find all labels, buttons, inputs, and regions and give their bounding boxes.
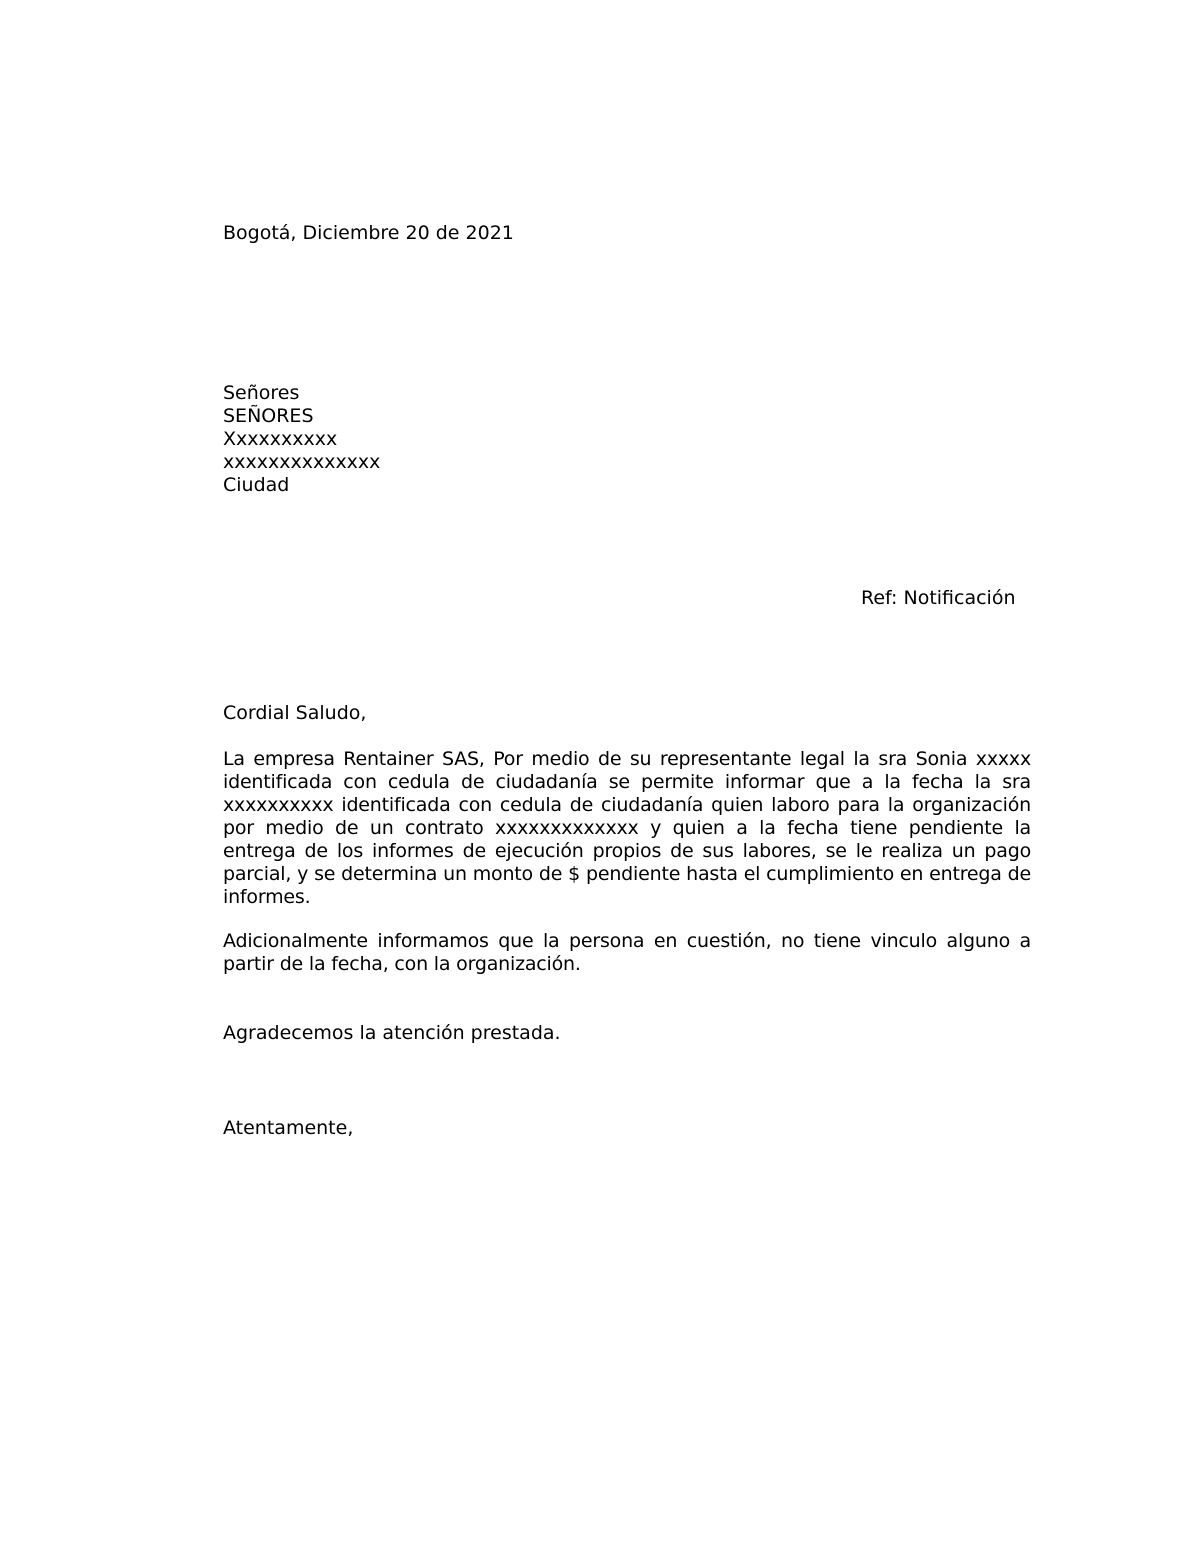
body-paragraph-2: Adicionalmente informamos que la persona en cuestión, no tiene vinculo alguno a partir de la fecha, con la organización.	[223, 930, 1031, 975]
body-paragraph-1: La empresa Rentainer SAS, Por medio de su representante legal la sra Sonia xxxxx identificada con cedula de ciudadanía se permite informar que a la fecha la sra xxxxxxxxxx identificada con cedula de ciudadanía quien laboro para la organización por medio de un contrato xxxxxxxxxxxxx y quien a la fecha tiene pendiente la entrega de los informes de ejecución propios de sus labores, se le realiza un pago parcial, y se determina un monto de $ pendiente hasta el cumplimiento en entrega de informes.	[223, 748, 1031, 908]
recipient-line-company: Xxxxxxxxxx	[223, 428, 338, 450]
reference-line: Ref: Notificación	[861, 587, 1016, 609]
thanks-line: Agradecemos la atención prestada.	[223, 1022, 561, 1044]
closing-line: Atentamente,	[223, 1117, 354, 1139]
recipient-line-name: SEÑORES	[223, 405, 314, 427]
recipient-line-title: Señores	[223, 382, 300, 404]
date-line: Bogotá, Diciembre 20 de 2021	[223, 222, 514, 244]
recipient-block	[223, 382, 1031, 497]
recipient-line-address: xxxxxxxxxxxxxx	[223, 451, 381, 473]
recipient-line-city: Ciudad	[223, 474, 290, 496]
greeting: Cordial Saludo,	[223, 702, 367, 724]
